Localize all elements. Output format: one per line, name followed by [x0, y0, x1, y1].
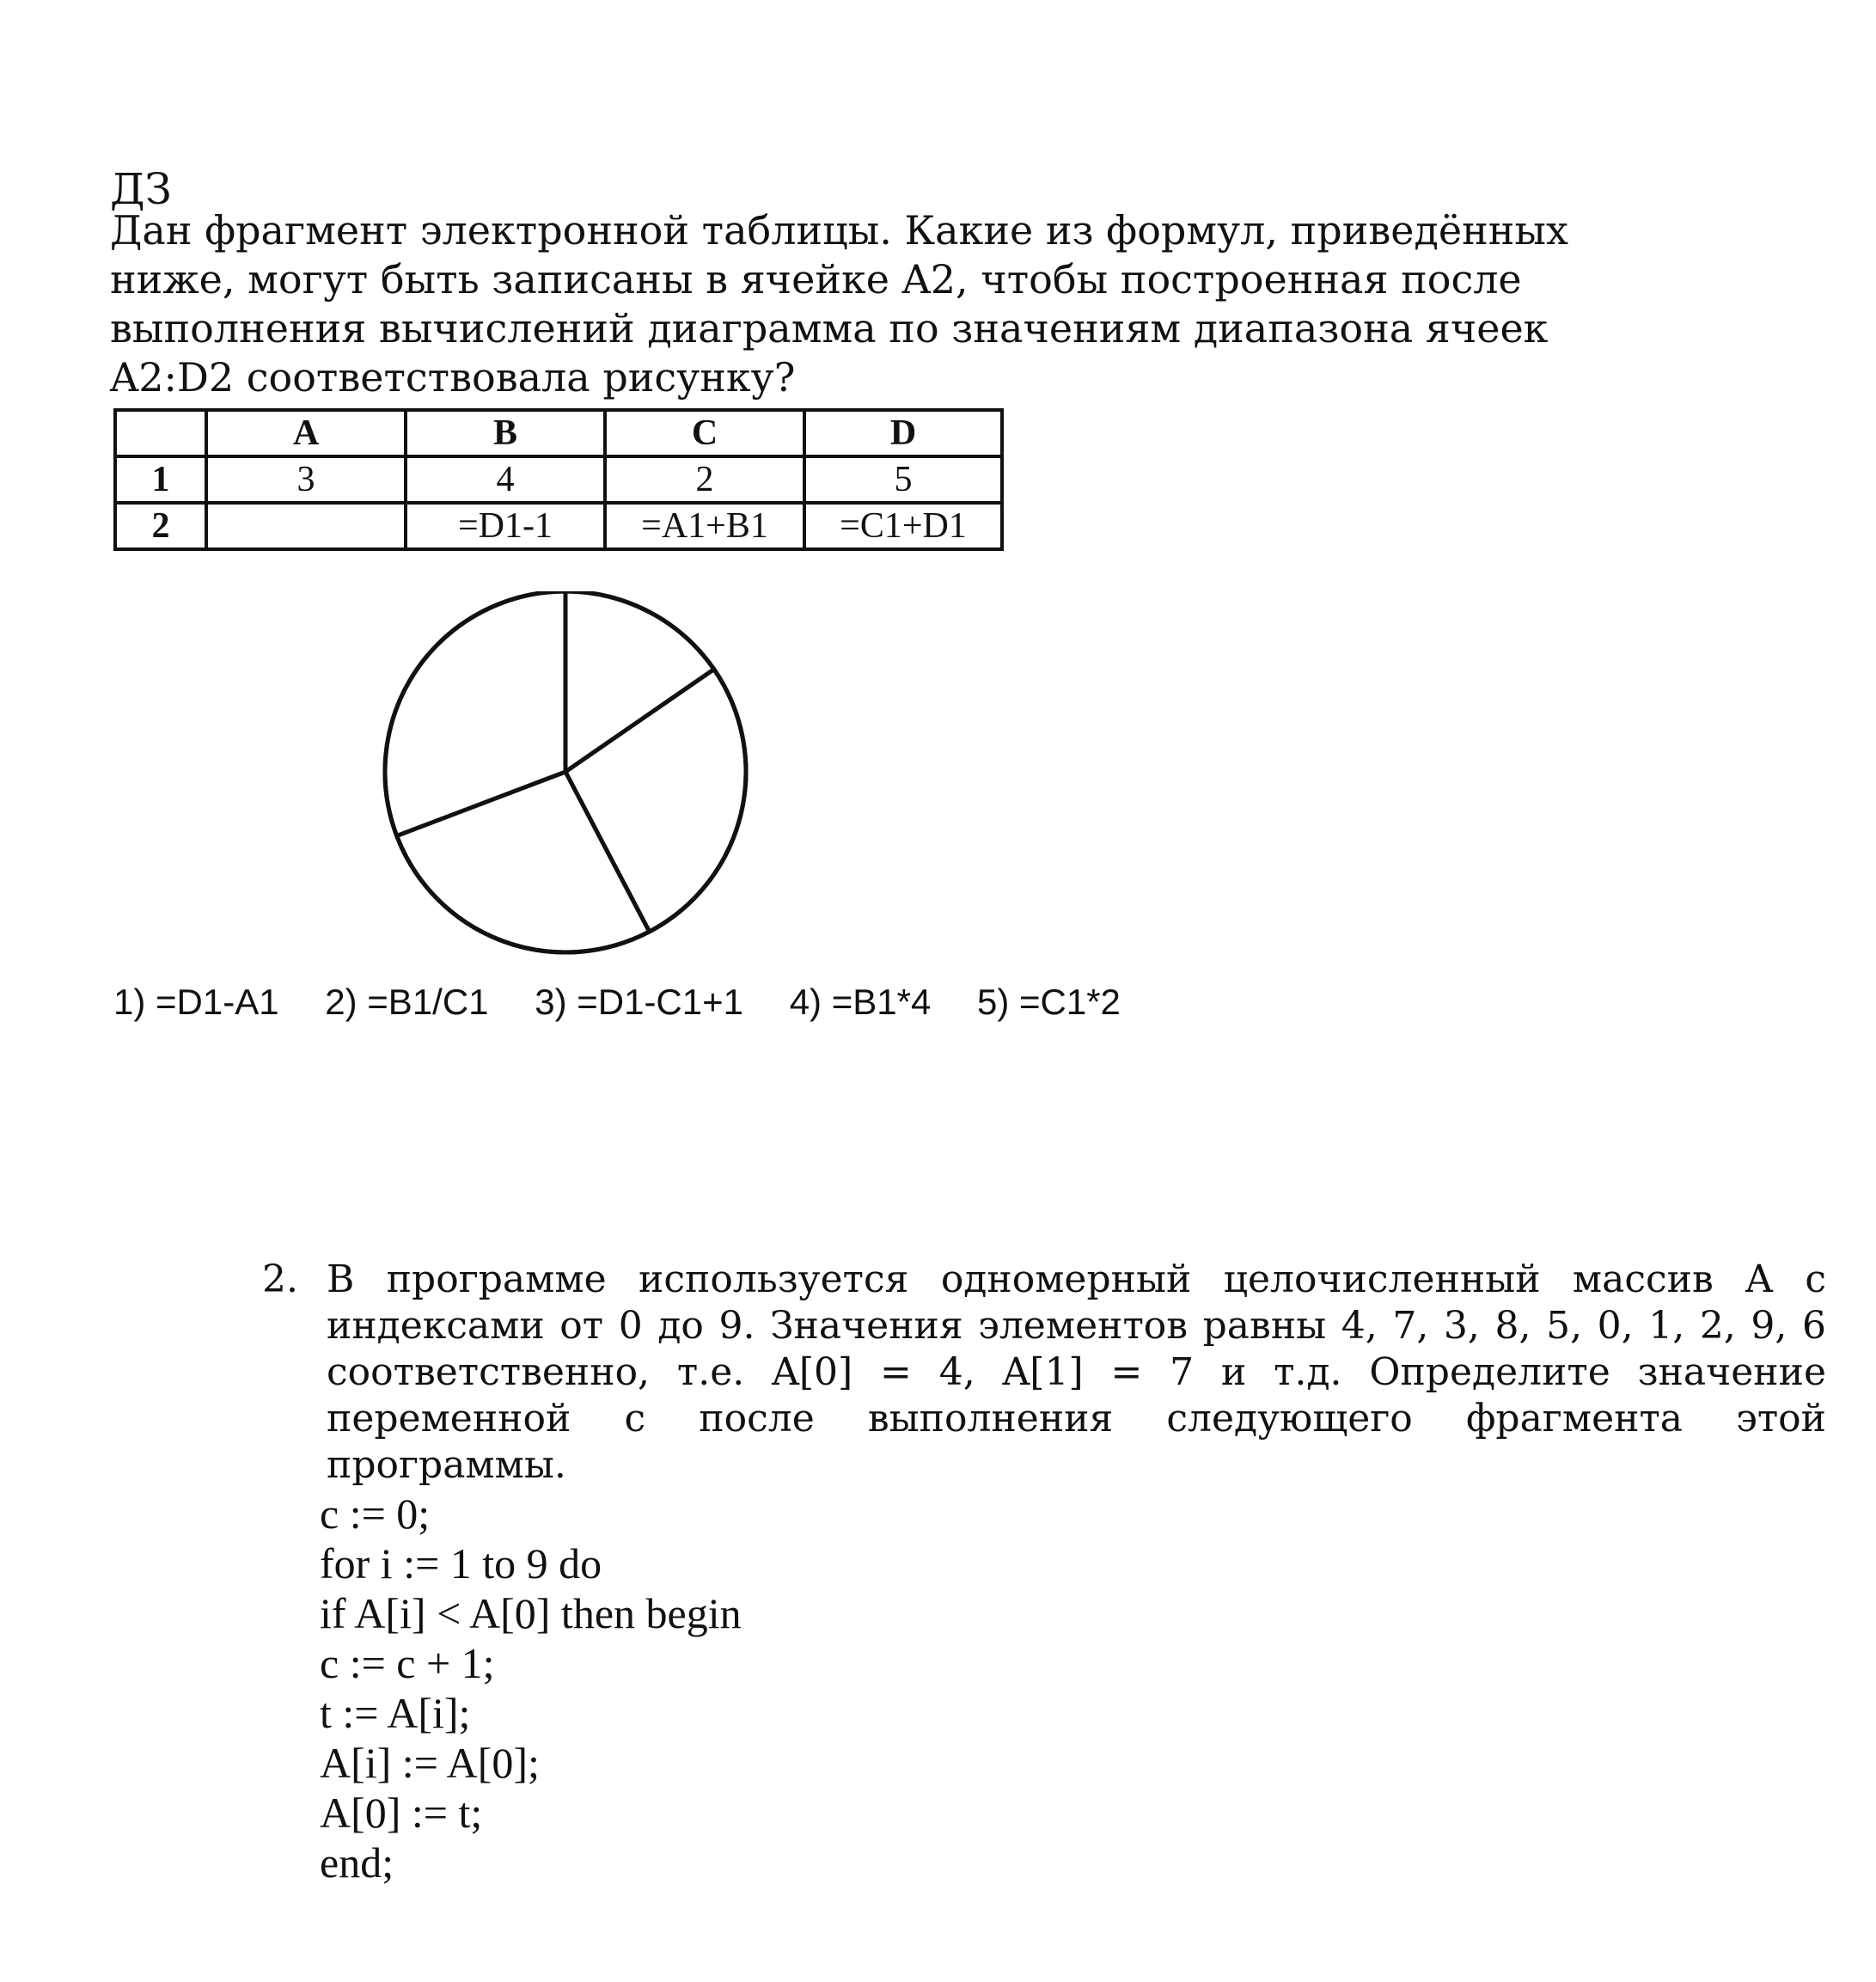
sheet-row-1: [115, 456, 1002, 503]
cell-c2: =A1+B1: [605, 503, 804, 549]
code-line: end;: [320, 1838, 394, 1887]
question-line: переменной c после выполнения следующего фрагмента этой: [327, 1397, 1826, 1441]
column-header-a: A: [206, 410, 406, 456]
question-2-number: 2.: [262, 1257, 298, 1301]
task-heading: ДЗ: [110, 164, 172, 214]
intro-line: A2:D2 соответствовала рисунку?: [110, 354, 796, 401]
cell-b2: =D1-1: [406, 503, 605, 549]
spreadsheet-fragment: [113, 408, 1004, 551]
intro-line: выполнения вычислений диаграмма по значениям диапазона ячеек: [110, 305, 1549, 352]
intro-line: Дан фрагмент электронной таблицы. Какие из формул, приведённых: [110, 207, 1568, 254]
question-line: В программе используется одномерный целочисленный массив A с: [327, 1257, 1826, 1301]
code-line: A[0] := t;: [320, 1789, 483, 1837]
row-header-2: 2: [115, 503, 206, 549]
code-fragment: [320, 1489, 742, 1887]
question-line: соответственно, т.е. A[0] = 4, A[1] = 7 и т.д. Определите значение: [327, 1350, 1826, 1394]
option-1: 1) =D1-A1: [113, 982, 279, 1022]
answer-options: [113, 982, 1157, 1023]
code-line: t := A[i];: [320, 1689, 471, 1737]
option-4: 4) =B1*4: [789, 982, 932, 1022]
code-line: c := c + 1;: [320, 1639, 495, 1687]
pie-chart: [378, 591, 756, 970]
cell-a1: 3: [206, 456, 406, 503]
intro-line: ниже, могут быть записаны в ячейке A2, чтобы построенная после: [110, 256, 1522, 303]
cell-d2: =C1+D1: [804, 503, 1002, 549]
option-3: 3) =D1-C1+1: [535, 982, 744, 1022]
cell-b1: 4: [406, 456, 605, 503]
question-line: программы.: [327, 1443, 566, 1487]
column-header-b: B: [406, 410, 605, 456]
option-5: 5) =C1*2: [976, 982, 1121, 1022]
code-line: for i := 1 to 9 do: [320, 1539, 602, 1587]
code-line: if A[i] < A[0] then begin: [320, 1589, 742, 1637]
code-line: c := 0;: [320, 1490, 431, 1538]
corner-cell: [115, 410, 206, 456]
sheet-header-row: [115, 410, 1002, 456]
question-line: индексами от 0 до 9. Значения элементов равны 4, 7, 3, 8, 5, 0, 1, 2, 9, 6: [327, 1304, 1826, 1348]
cell-c1: 2: [605, 456, 804, 503]
column-header-d: D: [804, 410, 1002, 456]
sheet-row-2: [115, 503, 1002, 549]
column-header-c: C: [605, 410, 804, 456]
question-2-text: [327, 1257, 1826, 1489]
cell-d1: 5: [804, 456, 1002, 503]
option-2: 2) =B1/C1: [325, 982, 489, 1022]
task-intro: [110, 206, 1708, 402]
code-line: A[i] := A[0];: [320, 1739, 540, 1787]
row-header-1: 1: [115, 456, 206, 503]
cell-a2: [206, 503, 406, 549]
